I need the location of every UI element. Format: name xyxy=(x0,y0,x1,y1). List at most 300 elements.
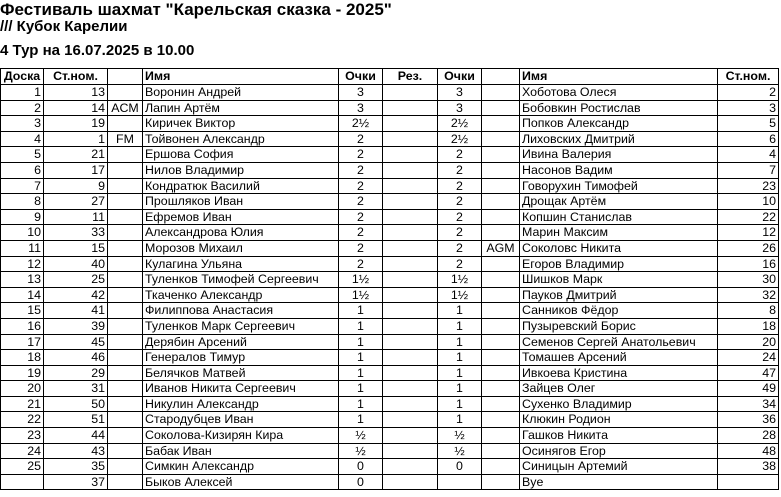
page-subtitle: /// Кубок Карелии xyxy=(0,18,128,35)
black-name-cell: Осинягов Егор xyxy=(520,443,718,459)
result-cell xyxy=(383,459,438,475)
white-name-cell: Ефремов Иван xyxy=(143,209,339,225)
white-points-cell: 2 xyxy=(339,194,383,210)
table-row xyxy=(1,256,779,272)
table-row xyxy=(1,334,779,350)
board-cell: 20 xyxy=(1,381,44,397)
black-name-cell: Синицын Артемий xyxy=(520,459,718,475)
white-points-cell: 1½ xyxy=(339,272,383,288)
result-cell xyxy=(383,396,438,412)
board-cell: 8 xyxy=(1,194,44,210)
white-points-cell: ½ xyxy=(339,443,383,459)
table-row xyxy=(1,100,779,116)
result-cell xyxy=(383,116,438,132)
black-points-cell: 1 xyxy=(438,350,482,366)
black-title-cell xyxy=(482,428,520,444)
white-title-cell xyxy=(108,147,143,163)
result-cell xyxy=(383,350,438,366)
black-title-cell xyxy=(482,459,520,475)
black-points-cell: 3 xyxy=(438,85,482,101)
table-row xyxy=(1,428,779,444)
white-start-no-cell: 33 xyxy=(44,225,108,241)
white-name-cell: Туленков Тимофей Сергеевич xyxy=(143,272,339,288)
black-name-cell: Шишков Марк xyxy=(520,272,718,288)
result-cell xyxy=(383,85,438,101)
black-title-cell xyxy=(482,131,520,147)
col-start-no: Ст.ном. xyxy=(44,69,108,85)
table-row xyxy=(1,396,779,412)
black-name-cell: Копшин Станислав xyxy=(520,209,718,225)
black-points-cell: 3 xyxy=(438,100,482,116)
white-points-cell: 2 xyxy=(339,147,383,163)
black-name-cell: Соколовс Никита xyxy=(520,240,718,256)
black-points-cell: 2 xyxy=(438,162,482,178)
white-title-cell xyxy=(108,334,143,350)
white-title-cell xyxy=(108,318,143,334)
white-start-no-cell: 9 xyxy=(44,178,108,194)
board-cell: 22 xyxy=(1,412,44,428)
white-points-cell: 1 xyxy=(339,303,383,319)
table-row xyxy=(1,194,779,210)
black-title-cell xyxy=(482,303,520,319)
black-name-cell: Томашев Арсений xyxy=(520,350,718,366)
black-title-cell xyxy=(482,396,520,412)
white-start-no-cell: 1 xyxy=(44,131,108,147)
black-title-cell xyxy=(482,147,520,163)
white-points-cell: 2 xyxy=(339,162,383,178)
white-name-cell: Филиппова Анастасия xyxy=(143,303,339,319)
black-title-cell xyxy=(482,194,520,210)
black-name-cell: Пузыревский Борис xyxy=(520,318,718,334)
white-start-no-cell: 45 xyxy=(44,334,108,350)
black-start-no-cell: 8 xyxy=(718,303,779,319)
white-points-cell: 2½ xyxy=(339,116,383,132)
white-start-no-cell: 21 xyxy=(44,147,108,163)
result-cell xyxy=(383,303,438,319)
white-name-cell: Кулагина Ульяна xyxy=(143,256,339,272)
black-start-no-cell: 34 xyxy=(718,396,779,412)
black-title-cell xyxy=(482,85,520,101)
white-title-cell xyxy=(108,240,143,256)
black-start-no-cell: 48 xyxy=(718,443,779,459)
board-cell: 9 xyxy=(1,209,44,225)
white-title-cell xyxy=(108,350,143,366)
white-name-cell: Соколова-Кизирян Кира xyxy=(143,428,339,444)
white-start-no-cell: 50 xyxy=(44,396,108,412)
board-cell: 18 xyxy=(1,350,44,366)
black-title-cell: AGM xyxy=(482,240,520,256)
black-start-no-cell: 26 xyxy=(718,240,779,256)
black-name-cell: Клюкин Родион xyxy=(520,412,718,428)
black-points-cell: 2 xyxy=(438,256,482,272)
round-heading: 4 Тур на 16.07.2025 в 10.00 xyxy=(0,42,195,59)
black-title-cell xyxy=(482,318,520,334)
result-cell xyxy=(383,365,438,381)
table-row xyxy=(1,443,779,459)
black-start-no-cell: 10 xyxy=(718,194,779,210)
black-points-cell: 0 xyxy=(438,459,482,475)
white-points-cell: 0 xyxy=(339,474,383,490)
white-start-no-cell: 41 xyxy=(44,303,108,319)
black-title-cell xyxy=(482,381,520,397)
board-cell: 13 xyxy=(1,272,44,288)
white-name-cell: Воронин Андрей xyxy=(143,85,339,101)
black-points-cell: 1 xyxy=(438,396,482,412)
board-cell: 10 xyxy=(1,225,44,241)
white-start-no-cell: 42 xyxy=(44,287,108,303)
black-title-cell xyxy=(482,443,520,459)
col-white-points: Очки xyxy=(339,69,383,85)
white-title-cell xyxy=(108,85,143,101)
white-points-cell: 1½ xyxy=(339,287,383,303)
white-start-no-cell: 17 xyxy=(44,162,108,178)
black-start-no-cell: 22 xyxy=(718,209,779,225)
white-start-no-cell: 44 xyxy=(44,428,108,444)
black-points-cell: 2½ xyxy=(438,131,482,147)
black-start-no-cell: 12 xyxy=(718,225,779,241)
black-title-cell xyxy=(482,178,520,194)
black-points-cell: ½ xyxy=(438,428,482,444)
result-cell xyxy=(383,162,438,178)
black-points-cell: 1 xyxy=(438,334,482,350)
white-start-no-cell: 43 xyxy=(44,443,108,459)
white-title-cell: FM xyxy=(108,131,143,147)
board-cell xyxy=(1,474,44,490)
result-cell xyxy=(383,381,438,397)
result-cell xyxy=(383,100,438,116)
white-points-cell: 2 xyxy=(339,131,383,147)
white-title-cell xyxy=(108,474,143,490)
white-points-cell: 2 xyxy=(339,256,383,272)
white-start-no-cell: 14 xyxy=(44,100,108,116)
black-title-cell xyxy=(482,350,520,366)
black-title-cell xyxy=(482,365,520,381)
page-title: Фестиваль шахмат "Карельская сказка - 2025" xyxy=(0,0,392,19)
board-cell: 3 xyxy=(1,116,44,132)
black-start-no-cell: 6 xyxy=(718,131,779,147)
white-title-cell xyxy=(108,225,143,241)
table-row xyxy=(1,240,779,256)
white-points-cell: 1 xyxy=(339,365,383,381)
result-cell xyxy=(383,178,438,194)
white-points-cell: 1 xyxy=(339,412,383,428)
black-name-cell: Гашков Никита xyxy=(520,428,718,444)
white-start-no-cell: 46 xyxy=(44,350,108,366)
col-black-points: Очки xyxy=(438,69,482,85)
black-name-cell: Бобовкин Ростислав xyxy=(520,100,718,116)
col-black-name: Имя xyxy=(520,69,718,85)
white-title-cell: ACM xyxy=(108,100,143,116)
black-start-no-cell: 18 xyxy=(718,318,779,334)
result-cell xyxy=(383,194,438,210)
white-title-cell xyxy=(108,412,143,428)
board-cell: 23 xyxy=(1,428,44,444)
black-points-cell: 2 xyxy=(438,147,482,163)
col-result: Рез. xyxy=(383,69,438,85)
black-points-cell: 1 xyxy=(438,318,482,334)
white-title-cell xyxy=(108,381,143,397)
table-row xyxy=(1,178,779,194)
result-cell xyxy=(383,272,438,288)
black-points-cell: 2½ xyxy=(438,116,482,132)
white-name-cell: Прошляков Иван xyxy=(143,194,339,210)
table-row xyxy=(1,287,779,303)
black-points-cell: 1 xyxy=(438,303,482,319)
white-name-cell: Туленков Марк Сергеевич xyxy=(143,318,339,334)
white-points-cell: 0 xyxy=(339,459,383,475)
white-name-cell: Нилов Владимир xyxy=(143,162,339,178)
table-row xyxy=(1,162,779,178)
white-title-cell xyxy=(108,287,143,303)
table-row xyxy=(1,303,779,319)
table-row xyxy=(1,85,779,101)
black-start-no-cell: 47 xyxy=(718,365,779,381)
white-start-no-cell: 37 xyxy=(44,474,108,490)
white-name-cell: Александрова Юлия xyxy=(143,225,339,241)
white-title-cell xyxy=(108,459,143,475)
white-start-no-cell: 40 xyxy=(44,256,108,272)
white-title-cell xyxy=(108,365,143,381)
white-name-cell: Стародубцев Иван xyxy=(143,412,339,428)
white-start-no-cell: 29 xyxy=(44,365,108,381)
white-start-no-cell: 35 xyxy=(44,459,108,475)
white-name-cell: Киричек Виктор xyxy=(143,116,339,132)
result-cell xyxy=(383,225,438,241)
table-row xyxy=(1,412,779,428)
white-name-cell: Генералов Тимур xyxy=(143,350,339,366)
table-row xyxy=(1,147,779,163)
table-row xyxy=(1,225,779,241)
black-name-cell: Семенов Сергей Анатольевич xyxy=(520,334,718,350)
black-start-no-cell: 49 xyxy=(718,381,779,397)
black-points-cell: 2 xyxy=(438,225,482,241)
black-points-cell: 1½ xyxy=(438,287,482,303)
black-points-cell: 1 xyxy=(438,412,482,428)
black-start-no-cell: 4 xyxy=(718,147,779,163)
white-name-cell: Никулин Александр xyxy=(143,396,339,412)
white-name-cell: Симкин Александр xyxy=(143,459,339,475)
table-row xyxy=(1,272,779,288)
black-title-cell xyxy=(482,209,520,225)
black-start-no-cell: 20 xyxy=(718,334,779,350)
table-row xyxy=(1,116,779,132)
white-points-cell: 2 xyxy=(339,225,383,241)
board-cell: 7 xyxy=(1,178,44,194)
black-title-cell xyxy=(482,225,520,241)
white-points-cell: 2 xyxy=(339,240,383,256)
col-black-start-no: Ст.ном. xyxy=(718,69,779,85)
white-name-cell: Ткаченко Александр xyxy=(143,287,339,303)
black-name-cell: Пауков Дмитрий xyxy=(520,287,718,303)
black-start-no-cell: 38 xyxy=(718,459,779,475)
black-points-cell xyxy=(438,474,482,490)
board-cell: 1 xyxy=(1,85,44,101)
col-black-title xyxy=(482,69,520,85)
black-name-cell: Санников Фёдор xyxy=(520,303,718,319)
result-cell xyxy=(383,474,438,490)
black-title-cell xyxy=(482,412,520,428)
black-start-no-cell: 28 xyxy=(718,428,779,444)
black-name-cell: Попков Александр xyxy=(520,116,718,132)
white-title-cell xyxy=(108,256,143,272)
white-start-no-cell: 27 xyxy=(44,194,108,210)
black-start-no-cell: 23 xyxy=(718,178,779,194)
black-title-cell xyxy=(482,272,520,288)
white-title-cell xyxy=(108,272,143,288)
black-points-cell: 1 xyxy=(438,365,482,381)
result-cell xyxy=(383,256,438,272)
result-cell xyxy=(383,443,438,459)
table-row xyxy=(1,131,779,147)
black-title-cell xyxy=(482,162,520,178)
table-row xyxy=(1,209,779,225)
black-title-cell xyxy=(482,100,520,116)
white-title-cell xyxy=(108,178,143,194)
black-name-cell: Егоров Владимир xyxy=(520,256,718,272)
result-cell xyxy=(383,240,438,256)
white-title-cell xyxy=(108,303,143,319)
col-white-name: Имя xyxy=(143,69,339,85)
result-cell xyxy=(383,334,438,350)
white-name-cell: Морозов Михаил xyxy=(143,240,339,256)
table-row xyxy=(1,381,779,397)
white-start-no-cell: 31 xyxy=(44,381,108,397)
board-cell: 19 xyxy=(1,365,44,381)
board-cell: 6 xyxy=(1,162,44,178)
white-start-no-cell: 13 xyxy=(44,85,108,101)
white-points-cell: 1 xyxy=(339,396,383,412)
white-points-cell: 3 xyxy=(339,100,383,116)
black-name-cell: Хоботова Олеся xyxy=(520,85,718,101)
board-cell: 5 xyxy=(1,147,44,163)
table-row xyxy=(1,350,779,366)
white-title-cell xyxy=(108,116,143,132)
table-row xyxy=(1,365,779,381)
board-cell: 12 xyxy=(1,256,44,272)
black-start-no-cell: 16 xyxy=(718,256,779,272)
white-points-cell: 1 xyxy=(339,318,383,334)
black-start-no-cell: 30 xyxy=(718,272,779,288)
result-cell xyxy=(383,318,438,334)
black-name-cell: Bye xyxy=(520,474,718,490)
black-points-cell: 2 xyxy=(438,178,482,194)
black-points-cell: ½ xyxy=(438,443,482,459)
black-name-cell: Лиховских Дмитрий xyxy=(520,131,718,147)
white-points-cell: 1 xyxy=(339,350,383,366)
black-name-cell: Сухенко Владимир xyxy=(520,396,718,412)
white-points-cell: 2 xyxy=(339,178,383,194)
black-name-cell: Говорухин Тимофей xyxy=(520,178,718,194)
white-name-cell: Иванов Никита Сергеевич xyxy=(143,381,339,397)
board-cell: 15 xyxy=(1,303,44,319)
pairings-table xyxy=(0,68,779,490)
white-name-cell: Бабак Иван xyxy=(143,443,339,459)
black-start-no-cell: 32 xyxy=(718,287,779,303)
white-name-cell: Дерябин Арсений xyxy=(143,334,339,350)
white-start-no-cell: 15 xyxy=(44,240,108,256)
white-points-cell: 3 xyxy=(339,85,383,101)
black-points-cell: 1 xyxy=(438,381,482,397)
white-name-cell: Белячков Матвей xyxy=(143,365,339,381)
black-title-cell xyxy=(482,116,520,132)
board-cell: 21 xyxy=(1,396,44,412)
black-points-cell: 2 xyxy=(438,209,482,225)
black-title-cell xyxy=(482,287,520,303)
white-points-cell: 1 xyxy=(339,381,383,397)
black-title-cell xyxy=(482,474,520,490)
board-cell: 14 xyxy=(1,287,44,303)
black-start-no-cell: 24 xyxy=(718,350,779,366)
black-title-cell xyxy=(482,256,520,272)
white-start-no-cell: 25 xyxy=(44,272,108,288)
result-cell xyxy=(383,209,438,225)
result-cell xyxy=(383,287,438,303)
white-title-cell xyxy=(108,428,143,444)
black-name-cell: Насонов Вадим xyxy=(520,162,718,178)
white-start-no-cell: 19 xyxy=(44,116,108,132)
black-start-no-cell: 2 xyxy=(718,85,779,101)
black-start-no-cell: 7 xyxy=(718,162,779,178)
table-header-row xyxy=(1,69,779,85)
white-title-cell xyxy=(108,443,143,459)
white-name-cell: Быков Алексей xyxy=(143,474,339,490)
board-cell: 24 xyxy=(1,443,44,459)
board-cell: 2 xyxy=(1,100,44,116)
result-cell xyxy=(383,428,438,444)
white-points-cell: 1 xyxy=(339,334,383,350)
white-start-no-cell: 11 xyxy=(44,209,108,225)
white-name-cell: Ершова София xyxy=(143,147,339,163)
board-cell: 16 xyxy=(1,318,44,334)
black-name-cell: Ивина Валерия xyxy=(520,147,718,163)
white-name-cell: Кондратюк Василий xyxy=(143,178,339,194)
black-start-no-cell: 36 xyxy=(718,412,779,428)
black-start-no-cell xyxy=(718,474,779,490)
black-name-cell: Ивкоева Кристина xyxy=(520,365,718,381)
white-start-no-cell: 39 xyxy=(44,318,108,334)
board-cell: 11 xyxy=(1,240,44,256)
table-row xyxy=(1,459,779,475)
black-name-cell: Дрощак Артём xyxy=(520,194,718,210)
black-points-cell: 1½ xyxy=(438,272,482,288)
white-points-cell: 2 xyxy=(339,209,383,225)
white-points-cell: ½ xyxy=(339,428,383,444)
white-title-cell xyxy=(108,396,143,412)
board-cell: 17 xyxy=(1,334,44,350)
white-start-no-cell: 51 xyxy=(44,412,108,428)
black-points-cell: 2 xyxy=(438,240,482,256)
col-board: Доска xyxy=(1,69,44,85)
white-name-cell: Лапин Артём xyxy=(143,100,339,116)
black-start-no-cell: 5 xyxy=(718,116,779,132)
table-row xyxy=(1,474,779,490)
result-cell xyxy=(383,147,438,163)
board-cell: 25 xyxy=(1,459,44,475)
white-title-cell xyxy=(108,162,143,178)
table-row xyxy=(1,318,779,334)
board-cell: 4 xyxy=(1,131,44,147)
black-name-cell: Марин Максим xyxy=(520,225,718,241)
black-title-cell xyxy=(482,334,520,350)
black-points-cell: 2 xyxy=(438,194,482,210)
col-white-title xyxy=(108,69,143,85)
black-start-no-cell: 3 xyxy=(718,100,779,116)
result-cell xyxy=(383,131,438,147)
black-name-cell: Зайцев Олег xyxy=(520,381,718,397)
result-cell xyxy=(383,412,438,428)
white-title-cell xyxy=(108,194,143,210)
white-title-cell xyxy=(108,209,143,225)
